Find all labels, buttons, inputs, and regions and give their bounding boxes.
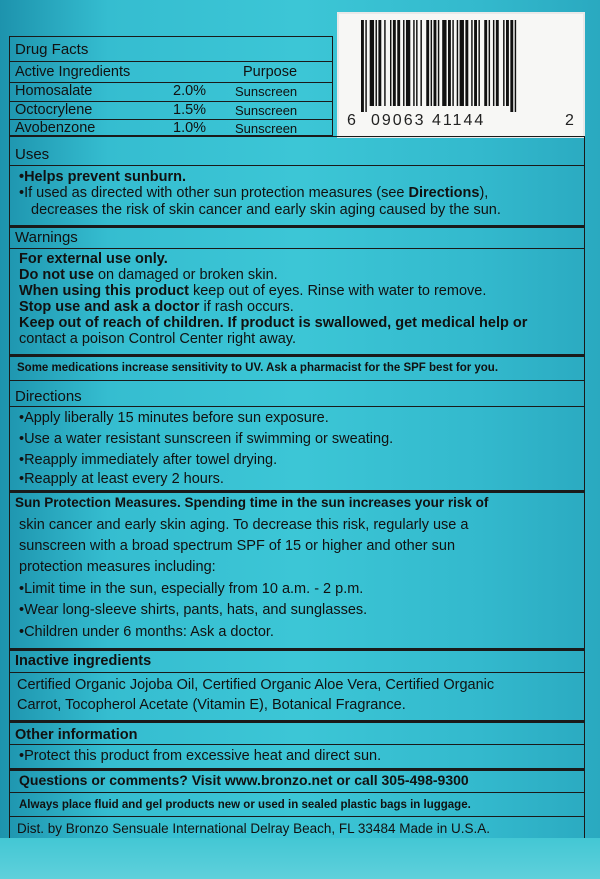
ingredient-percent: 1.0% (173, 120, 207, 136)
divider (9, 380, 585, 381)
sun-protection-line: skin cancer and early skin aging. To decrease this risk, regularly use a (19, 517, 469, 533)
sun-protection-line: •Children under 6 months: Ask a doctor. (19, 624, 274, 640)
sun-protection-line: •Wear long-sleeve shirts, pants, hats, and sunglasses. (19, 602, 368, 618)
directions-heading: Directions (15, 388, 82, 405)
divider (9, 672, 585, 673)
divider (9, 720, 585, 723)
divider (9, 490, 585, 493)
questions-line: Questions or comments? Visit www.bronzo.net or call 305-498-9300 (19, 772, 469, 788)
barcode-digit-left: 6 (347, 112, 356, 129)
directions-item: •Reapply at least every 2 hours. (19, 471, 224, 487)
bottom-background (0, 838, 600, 879)
warnings-bold-text: Stop use and ask a doctor (19, 299, 200, 315)
ingredient-purpose: Sunscreen (235, 103, 298, 118)
drug-facts-title: Drug Facts (15, 41, 89, 58)
warnings-text: if rash occurs. (199, 299, 294, 315)
uses-line (19, 169, 186, 186)
divider (9, 354, 585, 357)
ingredient-purpose: Sunscreen (235, 121, 298, 136)
uses-text: ), (479, 185, 489, 201)
warnings-text: keep out of eyes. Rinse with water to remove. (188, 283, 487, 299)
ingredient-name: Octocrylene (15, 102, 93, 118)
inactive-line: Carrot, Tocopherol Acetate (Vitamin E), Botanical Fragrance. (17, 697, 406, 713)
purpose-heading: Purpose (243, 64, 298, 80)
drug-facts-panel (9, 24, 585, 839)
sun-protection-heading: Sun Protection Measures. Spending time in the sun increases your risk of (15, 495, 489, 510)
uv-note: Some medications increase sensitivity to UV. Ask a pharmacist for the SPF best for you. (17, 362, 499, 374)
inactive-heading: Inactive ingredients (15, 653, 152, 669)
warnings-line (19, 299, 294, 316)
divider (9, 768, 585, 771)
directions-item: •Apply liberally 15 minutes before sun exposure. (19, 410, 329, 426)
warnings-heading: Warnings (15, 229, 78, 246)
divider (9, 792, 585, 793)
other-info-heading: Other information (15, 727, 138, 743)
warnings-line: contact a poison Control Center right away. (19, 331, 296, 347)
ingredient-percent: 2.0% (173, 83, 207, 99)
directions-item: •Use a water resistant sunscreen if swimming or sweating. (19, 431, 394, 447)
distributor-line: Dist. by Bronzo Sensuale International Delray Beach, FL 33484 Made in U.S.A. (17, 821, 491, 836)
directions-ref: Directions (408, 185, 480, 201)
divider (9, 406, 585, 407)
ingredient-purpose: Sunscreen (235, 84, 298, 99)
divider (9, 648, 585, 651)
warnings-line (19, 283, 486, 300)
other-info-line: •Protect this product from excessive heat and direct sun. (19, 748, 382, 764)
active-ingredients-heading: Active Ingredients (15, 64, 131, 80)
uses-bold-text: •Helps prevent sunburn. (19, 169, 187, 185)
divider (9, 744, 585, 745)
sun-protection-line: protection measures including: (19, 559, 216, 575)
divider (9, 165, 585, 166)
warnings-bold-text: Do not use (19, 267, 94, 283)
warnings-bold-text: For external use only. (19, 251, 168, 267)
warnings-line (19, 251, 168, 268)
ingredient-name: Homosalate (15, 83, 93, 99)
divider (9, 225, 585, 228)
uses-heading: Uses (15, 146, 50, 163)
uses-text: •If used as directed with other sun protection measures (see (19, 185, 409, 201)
uses-line (19, 185, 488, 202)
warnings-bold-text: When using this product (19, 283, 189, 299)
sun-protection-line: sunscreen with a broad spectrum SPF of 15 or higher and other sun (19, 538, 456, 554)
barcode-digit-right: 2 (565, 112, 574, 129)
warnings-line (19, 267, 278, 284)
warnings-text: on damaged or broken skin. (93, 267, 278, 283)
divider (9, 248, 585, 249)
warnings-line (19, 315, 527, 332)
ingredient-name: Avobenzone (15, 120, 96, 136)
divider (9, 61, 333, 62)
divider (9, 816, 585, 817)
uses-line: decreases the risk of skin cancer and early skin aging caused by the sun. (31, 202, 501, 218)
inactive-line: Certified Organic Jojoba Oil, Certified Organic Aloe Vera, Certified Organic (17, 677, 495, 693)
luggage-note: Always place fluid and gel products new or used in sealed plastic bags in luggage. (19, 799, 471, 811)
sun-protection-line: •Limit time in the sun, especially from 10 a.m. - 2 p.m. (19, 581, 364, 597)
ingredient-percent: 1.5% (173, 102, 207, 118)
barcode-digits-middle: 09063 41144 (371, 112, 486, 129)
directions-item: •Reapply immediately after towel drying. (19, 452, 278, 468)
warnings-bold-text: Keep out of reach of children. If product is swallowed, get medical help or (19, 315, 528, 331)
